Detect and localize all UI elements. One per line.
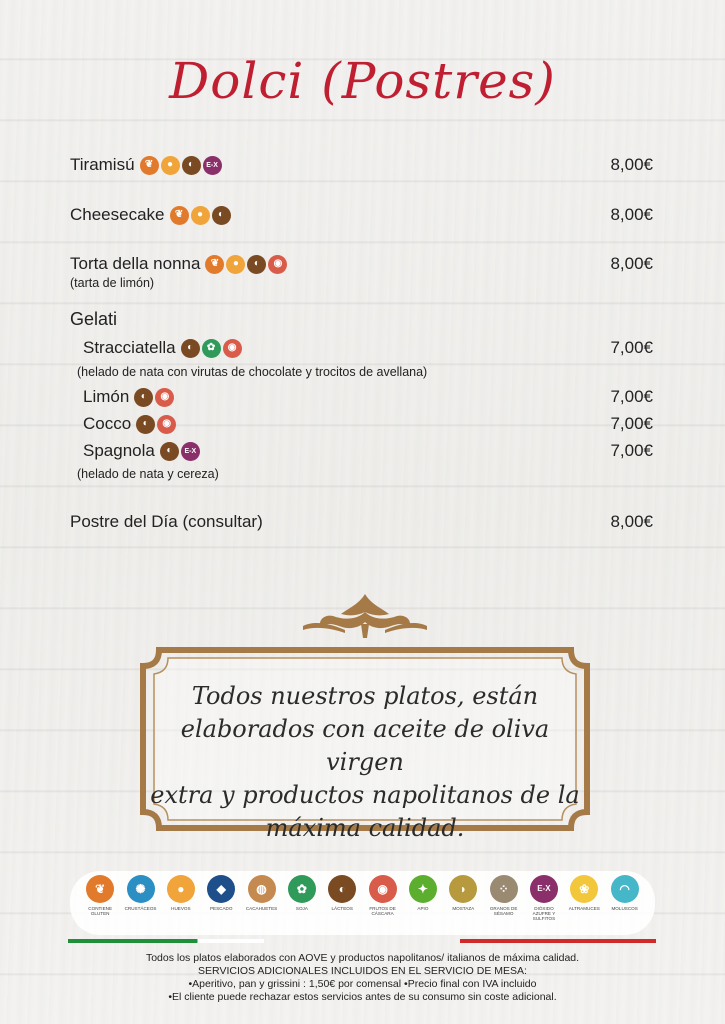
allergen-icons <box>136 415 176 434</box>
legend-item <box>489 875 519 916</box>
nuts-icon: ◉ <box>369 875 397 903</box>
item-price: 7,00€ <box>610 338 653 357</box>
milk-icon: ◐ <box>134 388 153 407</box>
sulphites-icon: E-X <box>181 442 200 461</box>
molluscs-icon: ◠ <box>611 875 639 903</box>
item-price: 7,00€ <box>610 441 653 460</box>
item-name: Cheesecake <box>70 205 165 224</box>
menu-item-cheesecake <box>70 205 653 225</box>
item-name: Postre del Día (consultar) <box>70 512 263 531</box>
footer-notes <box>0 952 725 1004</box>
item-name: Torta della nonna <box>70 254 201 273</box>
milk-icon: ◐ <box>212 206 231 225</box>
italian-flag-stripe-left <box>68 939 264 943</box>
legend-item <box>247 875 277 911</box>
allergen-icons <box>181 339 242 358</box>
soy-icon: ✿ <box>288 875 316 903</box>
item-name: Stracciatella <box>83 338 176 357</box>
legend-label: HUEVOS <box>171 906 191 911</box>
item-name: Limón <box>83 387 130 406</box>
item-price: 8,00€ <box>610 205 653 224</box>
milk-icon: ◐ <box>182 156 201 175</box>
mustard-icon: ◗ <box>449 875 477 903</box>
item-description: (tarta de limón) <box>70 276 155 290</box>
legend-label: CRUSTÁCEOS <box>124 906 157 911</box>
celery-icon: ✦ <box>409 875 437 903</box>
legend-item <box>327 875 357 911</box>
legend-label: APIO <box>417 906 429 911</box>
legend-label: LÁCTEOS <box>331 906 353 911</box>
menu-item-limon <box>83 387 653 407</box>
menu-item-tiramisu <box>70 155 653 175</box>
item-name: Spagnola <box>83 441 155 460</box>
legend-item <box>529 875 559 921</box>
page-title: Dolci (Postres) <box>169 52 556 110</box>
legend-item <box>368 875 398 916</box>
legend-item <box>206 875 236 911</box>
allergen-icons <box>134 388 174 407</box>
legend-label: SOJA <box>295 906 308 911</box>
gluten-icon: ❦ <box>140 156 159 175</box>
gluten-icon: ❦ <box>170 206 189 225</box>
legend-item <box>610 875 640 911</box>
legend-item <box>448 875 478 911</box>
menu-item-torta-della-nonna <box>70 254 653 290</box>
legend-label: ALTRAMUCES <box>568 906 600 911</box>
legend-item <box>408 875 438 911</box>
allergen-icons <box>140 156 222 175</box>
footer-line: SERVICIOS ADICIONALES INCLUIDOS EN EL SERVICIO DE MESA: <box>198 965 527 977</box>
peanuts-icon: ◍ <box>248 875 276 903</box>
allergen-icons <box>205 255 287 274</box>
legend-item <box>569 875 599 911</box>
milk-icon: ◐ <box>328 875 356 903</box>
item-description: (helado de nata con virutas de chocolate y trocitos de avellana) <box>77 365 428 379</box>
sulphites-icon: E-X <box>530 875 558 903</box>
item-price: 8,00€ <box>610 512 653 531</box>
gelati-heading: Gelati <box>70 309 118 329</box>
allergen-icons <box>170 206 231 225</box>
crustaceans-icon: ✺ <box>127 875 155 903</box>
menu-item-spagnola <box>77 441 653 481</box>
menu-item-stracciatella <box>77 338 653 379</box>
quality-banner <box>150 680 580 845</box>
eggs-icon: ● <box>226 255 245 274</box>
nuts-icon: ◉ <box>155 388 174 407</box>
banner-line: Todos nuestros platos, están <box>191 682 539 710</box>
legend-label: PESCADO <box>209 906 233 911</box>
legend-label: FRUTOS DE CÁSCARA <box>369 906 396 916</box>
nuts-icon: ◉ <box>268 255 287 274</box>
footer-line: •Aperitivo, pan y grissini : 1,50€ por comensal •Precio final con IVA incluido <box>188 978 537 990</box>
legend-label: CONTIENE GLUTEN <box>88 906 113 916</box>
legend-item <box>85 875 115 916</box>
allergen-legend <box>70 871 655 935</box>
legend-label: DIÓXIDO AZUFRE Y SULFITOS <box>532 906 556 921</box>
soy-icon: ✿ <box>202 339 221 358</box>
gluten-icon: ❦ <box>86 875 114 903</box>
milk-icon: ◐ <box>136 415 155 434</box>
item-name: Cocco <box>83 414 132 433</box>
legend-item <box>287 875 317 911</box>
nuts-icon: ◉ <box>223 339 242 358</box>
sesame-icon: ⁘ <box>490 875 518 903</box>
nuts-icon: ◉ <box>157 415 176 434</box>
footer-line: Todos los platos elaborados con AOVE y productos napolitanos/ italianos de máxima calidad. <box>145 952 580 964</box>
eggs-icon: ● <box>167 875 195 903</box>
eggs-icon: ● <box>161 156 180 175</box>
milk-icon: ◐ <box>181 339 200 358</box>
legend-label: MOSTAZA <box>452 906 475 911</box>
legend-label: GRANOS DE SÉSAMO <box>489 906 518 916</box>
milk-icon: ◐ <box>160 442 179 461</box>
legend-label: CACAHUETES <box>245 906 278 911</box>
gluten-icon: ❦ <box>205 255 224 274</box>
milk-icon: ◐ <box>247 255 266 274</box>
legend-item <box>166 875 196 911</box>
italian-flag-stripe-right <box>460 939 656 943</box>
item-price: 7,00€ <box>610 387 653 406</box>
fish-icon: ◆ <box>207 875 235 903</box>
item-name: Tiramisú <box>70 155 135 174</box>
lupin-icon: ❀ <box>570 875 598 903</box>
sulphites-icon: E-X <box>203 156 222 175</box>
banner-line: extra y productos napolitanos de la <box>150 781 580 809</box>
legend-item <box>126 875 156 911</box>
item-price: 7,00€ <box>610 414 653 433</box>
menu-item-cocco <box>83 414 653 434</box>
item-price: 8,00€ <box>610 155 653 174</box>
legend-label: MOLUSCOS <box>611 906 638 911</box>
allergen-icons <box>160 442 200 461</box>
eggs-icon: ● <box>191 206 210 225</box>
menu-item-postre-del-dia <box>70 512 653 532</box>
banner-line: elaborados con aceite de oliva virgen <box>180 715 550 776</box>
footer-line: •El cliente puede rechazar estos servicios antes de su consumo sin coste adicional. <box>168 991 557 1003</box>
item-price: 8,00€ <box>610 254 653 273</box>
banner-line: máxima calidad. <box>265 814 465 842</box>
item-description: (helado de nata y cereza) <box>77 467 219 481</box>
